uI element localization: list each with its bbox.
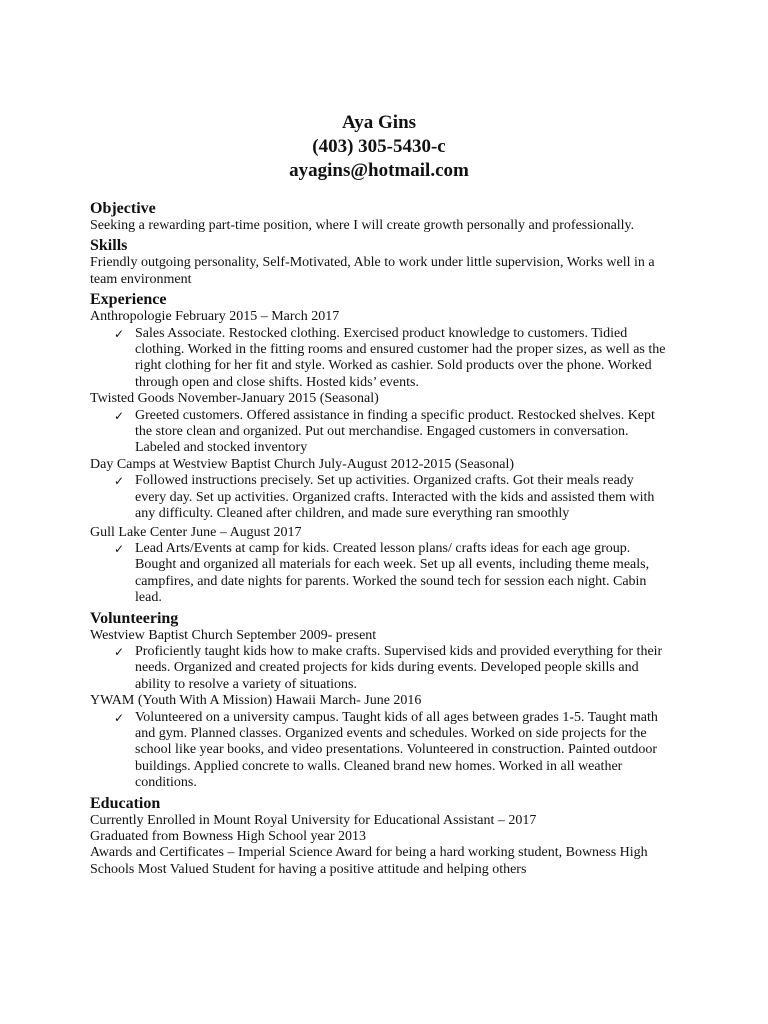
education-title: Education: [90, 794, 161, 812]
checkmark-icon: ✓: [114, 541, 125, 556]
experience-bullet: [90, 408, 668, 457]
experience-heading: Anthropologie February 2015 – March 2017: [90, 309, 340, 325]
bullet-text: Greeted customers. Offered assistance in finding a specific product. Restocked shelves. Kept the store clean and organized. Put out merchandise. Engaged customers in conversation. Labeled and stocked inventory: [135, 407, 655, 456]
objective-title: Objective: [90, 200, 156, 217]
volunteering-entry: [90, 693, 668, 791]
experience-heading: Gull Lake Center June – August 2017: [90, 524, 302, 540]
objective-text: Seeking a rewarding part-time position, where I will create growth personally and professionally.: [90, 218, 635, 233]
checkmark-icon: ✓: [114, 644, 125, 659]
checkmark-icon: ✓: [114, 710, 125, 725]
experience-entry: [90, 391, 668, 457]
experience-heading: Day Camps at Westview Baptist Church July-August 2012-2015 (Seasonal): [90, 456, 515, 472]
bullet-text: Sales Associate. Restocked clothing. Exercised product knowledge to customers. Tidied clothing. Worked in the fitting rooms and ensured customer had the proper sizes, as well as the right clothing for her fit and style. Worked as cashier. Sold products over the phone. Worked through open and close shifts. Hosted kids’ events.: [135, 325, 666, 390]
bullet-text: Volunteered on a university campus. Taught kids of all ages between grades 1-5. Taught math and gym. Planned classes. Organized events and schedules. Worked on side projects for the school like year books, and video presentations. Volunteered in construction. Painted outdoor buildings. Applied concrete to walls. Cleaned brand new homes. Worked in all weather conditions.: [135, 709, 658, 791]
volunteering-bullet: [90, 644, 668, 693]
checkmark-icon: ✓: [114, 408, 125, 423]
experience-bullet: [90, 541, 668, 607]
checkmark-icon: ✓: [114, 474, 125, 489]
experience-entry: [90, 457, 668, 523]
applicant-phone: (403) 305-5430-c: [312, 136, 446, 157]
experience-heading: Twisted Goods November-January 2015 (Seasonal): [90, 391, 379, 407]
bullet-text: Followed instructions precisely. Set up activities. Organized crafts. Got their meals ready every day. Set up activities. Organized crafts. Interacted with the kids and assisted them with any difficulty. Cleaned after children, and made sure everything ran smoothly: [135, 473, 655, 522]
experience-bullet: [90, 473, 668, 522]
bullet-text: Proficiently taught kids how to make crafts. Supervised kids and provided everything for their needs. Organized and created projects for kids during events. Developed people skills and ability to resolve a variety of situations.: [135, 643, 663, 692]
applicant-name: Aya Gins: [341, 112, 417, 133]
skills-title: Skills: [90, 237, 128, 255]
experience-entry: [90, 525, 668, 607]
volunteering-bullet: [90, 710, 668, 792]
volunteering-heading: YWAM (Youth With A Mission) Hawaii March- June 2016: [90, 693, 422, 709]
checkmark-icon: ✓: [114, 326, 125, 341]
volunteering-title: Volunteering: [90, 609, 179, 627]
experience-title: Experience: [90, 291, 167, 309]
bullet-text: Lead Arts/Events at camp for kids. Created lesson plans/ crafts ideas for each age group. Bought and organized all materials for each week. Set up all events, including theme meals, campfires, and date nights for parents. Worked the sound tech for session each night. Cabin lead.: [135, 540, 650, 606]
resume-body: [90, 199, 668, 878]
skills-text: Friendly outgoing personality, Self-Motivated, Able to work under little supervision, Works well in a team environment: [90, 255, 655, 287]
education-line: Graduated from Bowness High School year 2013: [90, 829, 367, 844]
experience-entry: [90, 309, 668, 391]
applicant-email: ayagins@hotmail.com: [289, 160, 469, 181]
volunteering-entry: [90, 628, 668, 694]
resume-header: [90, 111, 668, 183]
education-line: Awards and Certificates – Imperial Science Award for being a hard working student, Bowness High Schools Most Valued Student for having a positive attitude and helping others: [90, 845, 648, 877]
education-line: Currently Enrolled in Mount Royal University for Educational Assistant – 2017: [90, 812, 537, 828]
experience-bullet: [90, 326, 668, 392]
volunteering-heading: Westview Baptist Church September 2009- present: [90, 627, 377, 643]
